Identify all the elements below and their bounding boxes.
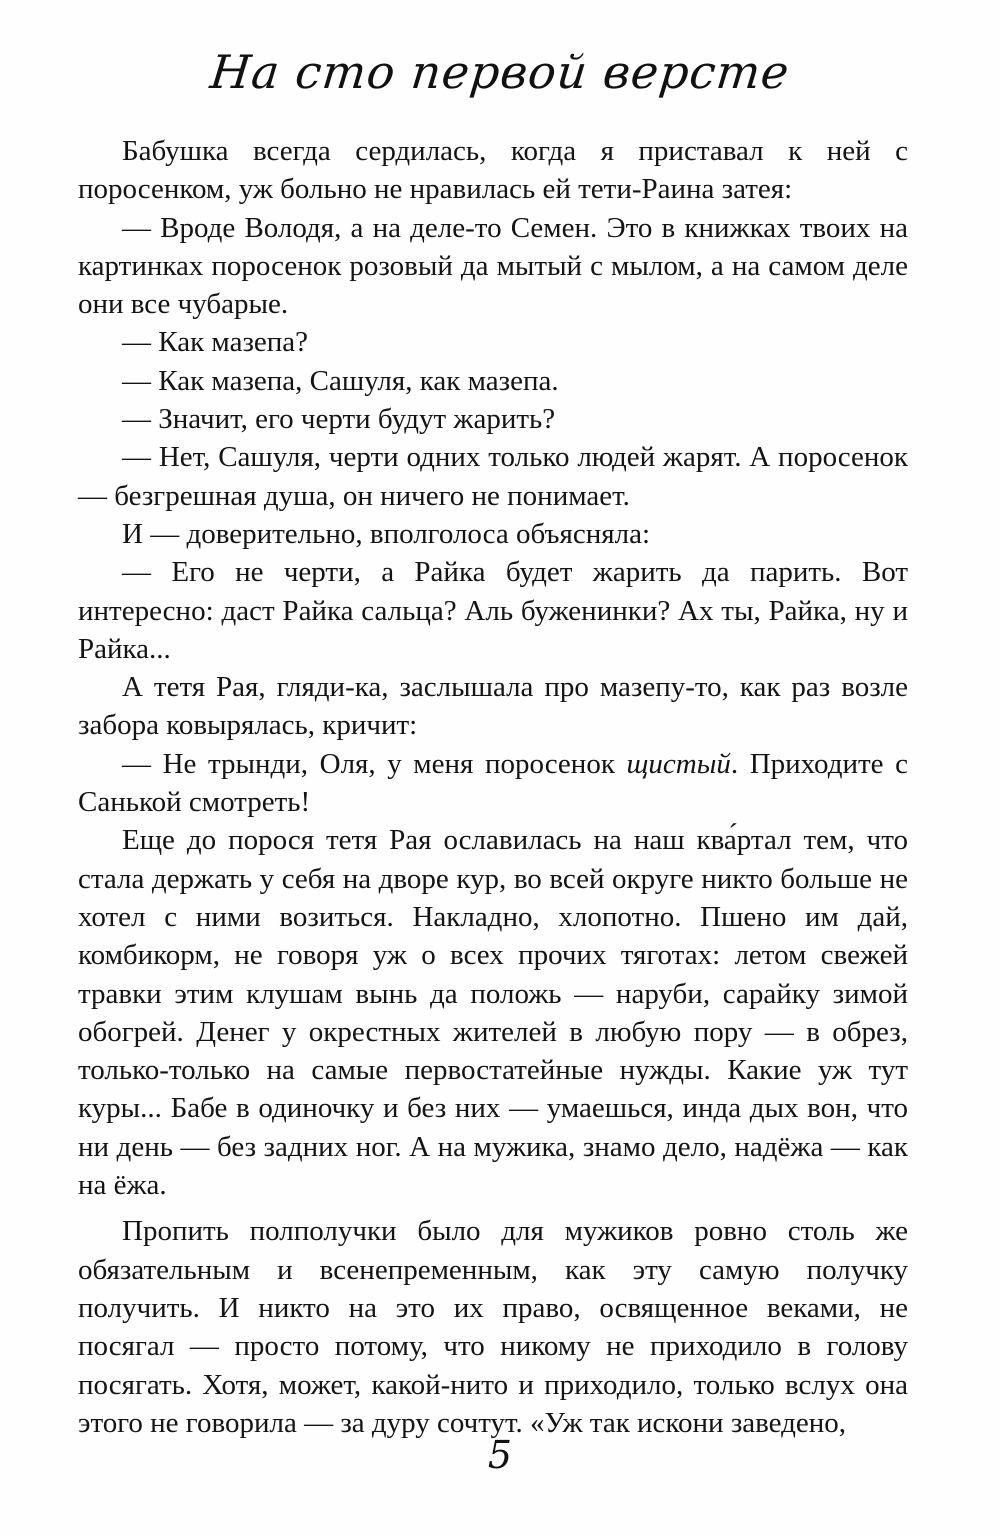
paragraph: — Значит, его черти будут жарить?	[122, 403, 556, 436]
paragraph: Бабушка всегда сердилась, когда я приставал к ней с поросенком, уж больно не нравилась ей тети-Раина затея:	[78, 135, 908, 206]
quote-emphasis: щистый	[626, 747, 731, 780]
paragraph: И — доверительно, вполголоса объясняла:	[122, 517, 651, 550]
paragraph: — Как мазепа?	[122, 326, 309, 359]
paragraph: — Вроде Володя, а на деле-то Семен. Это в книжках твоих на картинках поросенок розовый да мытый с мылом, а на самом деле они все чубарые.	[78, 211, 908, 321]
paragraph: — Его не черти, а Райка будет жарить да парить. Вот интересно: даст Райка сальца? Аль буженинки? Ах ты, Райка, ну и Райка...	[78, 556, 908, 665]
paragraph: А тетя Рая, гляди-ка, заслышала про мазепу-то, как раз возле забора ковырялась, кричит:	[78, 671, 908, 742]
page-number: 5	[487, 1433, 513, 1477]
paragraph: — Как мазепа, Сашуля, как мазепа.	[122, 364, 559, 397]
chapter-title: На сто первой версте	[207, 45, 793, 99]
quote-end: . Приходите с Санькой смотреть!	[78, 747, 908, 819]
quote-paragraph	[78, 745, 908, 822]
paragraph: — Нет, Сашуля, черти одних только людей жарят. А поросенок — безгрешная душа, он ничего не понимает.	[78, 441, 908, 512]
paragraph: Пропить полполучки было для мужиков ровно столь же обязательным и всенепременным, как эту самую получку получить. И никто на это их право, освященное веками, не посягал — просто потому, что никому не приходило в голову посягать. Хотя, может, какой-нито и приходило, только вслух она этого не говорила — за дуру сочтут. «Уж так искони заведено,	[78, 1215, 908, 1439]
quote-start: — Не трынди, Оля, у меня поросенок	[122, 747, 627, 780]
body-text	[78, 132, 908, 1442]
paragraph: Еще до порося тетя Рая ославилась на наш ква́ртал тем, что стала держать у себя на дворе кур, во всей округе никто больше не хотел с ними возиться. Накладно, хлопотно. Пшено им дай, комбикорм, не говоря уж о всех прочих тяготах: летом свежей травки этим клушам вынь да положь — наруби, сарайку зимой обогрей. Денег у окрестных жителей в любую пору — в обрез, только-только на самые первостатейные нужды. Какие уж тут куры... Бабе в одиночку и без них — умаешься, инда дых вон, что ни день — без задних ног. А на мужика, знамо дело, надёжа — как на ёжа.	[78, 824, 908, 1202]
